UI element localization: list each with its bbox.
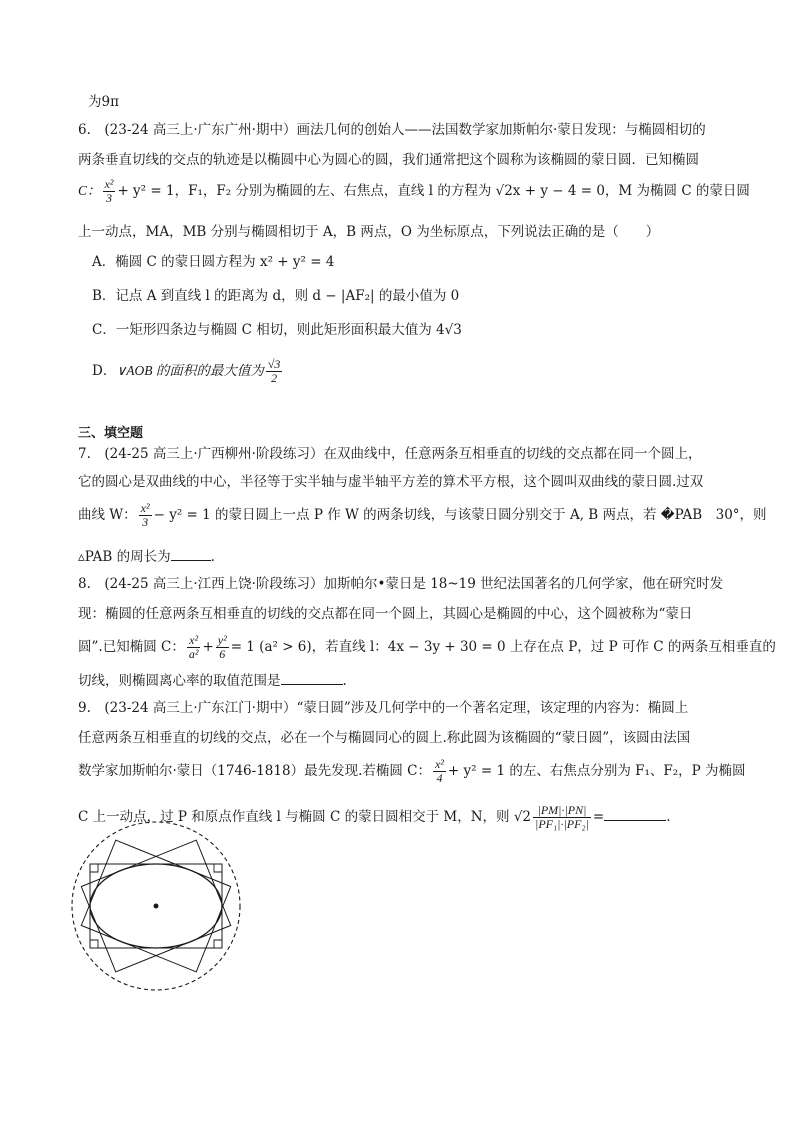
- q6-fraction: [103, 178, 116, 205]
- q6-frac-num: x²: [104, 177, 114, 191]
- q9-line-3-rest: + y² = 1 的左、右焦点分别为 F₁、F₂，P 为椭圆: [447, 763, 746, 779]
- q7-line-3-rest: − y² = 1 的蒙日圆上一点 P 作 W 的两条切线，与该蒙日圆分别交于 A, B 两点，若 �PAB 30°，则: [153, 507, 767, 523]
- q9-line-1: 9. (23-24 高三上·广东江门·期中）“蒙日圆”涉及几何学中的一个著名定理，该定理的内容为：椭圆上: [78, 700, 689, 716]
- center-point: [154, 904, 159, 909]
- q8-line-3-rest: = 1 (a² > 6)，若直线 l：4x − 3y + 30 = 0 上存在点 P，过 P 可作 C 的两条互相垂直的: [230, 639, 776, 655]
- q8-line-4-text: 切线，则椭圆离心率的取值范围是: [78, 673, 281, 689]
- q8-fraction-2: [216, 634, 229, 661]
- q7-frac-den: 3: [142, 515, 149, 529]
- q9-line-3-start: 数学家加斯帕尔·蒙日（1746-1818）最先发现.若椭圆 C：: [78, 763, 431, 779]
- q8-line-4-end: .: [342, 673, 347, 689]
- q9-ratio-den: |PF₁|·|PF₂|: [535, 817, 589, 831]
- q6-option-d-text: ∨AOB 的面积的最大值为: [116, 363, 264, 378]
- q6-line-2: 两条垂直切线的交点的轨迹是以椭圆中心为圆心的圆，我们通常把这个圆称为该椭圆的蒙日圆．已知椭圆: [78, 152, 699, 168]
- q6-option-d-fraction: [266, 358, 283, 385]
- q6-line-1: 6. (23-24 高三上·广东广州·期中）画法几何的创始人——法国数学家加斯帕尔·蒙日发现：与椭圆相切的: [78, 122, 706, 138]
- q6-line-3: [78, 178, 750, 205]
- q6-line-3-rest: + y² = 1，F₁，F₂ 分别为椭圆的左、右焦点，直线 l 的方程为 √2x + y − 4 = 0，M 为椭圆 C 的蒙日圆: [117, 183, 750, 199]
- q9-frac-den: 4: [436, 771, 443, 785]
- section-heading: 三、填空题: [78, 426, 144, 441]
- q7-line-3-start: 曲线 W：: [78, 507, 137, 523]
- q6-option-d: [92, 358, 284, 385]
- q7-line-2: 它的圆心是双曲线的中心，半径等于实半轴与虚半轴平方差的算术平方根，这个圆叫双曲线的蒙日圆.过双: [78, 474, 704, 490]
- q9-fraction: [433, 758, 446, 785]
- q8-line-3-start: 圆”.已知椭圆 C：: [78, 639, 185, 655]
- q7-answer-blank[interactable]: [171, 546, 211, 561]
- monge-circle-diagram: [68, 818, 244, 994]
- q8-line-4: [78, 670, 347, 691]
- q8-frac2-num: y²: [217, 633, 227, 647]
- q8-frac1-den: a²: [188, 647, 199, 661]
- q6-option-b: B．记点 A 到直线 l 的距离为 d，则 d − |AF₂| 的最小值为 0: [92, 288, 460, 304]
- q9-answer-blank[interactable]: [604, 806, 666, 821]
- q9-line-4-end: .: [666, 809, 671, 825]
- q7-line-4-text: ▵PAB 的周长为: [78, 549, 171, 565]
- q8-fraction-1: [187, 634, 201, 661]
- q6-ellipse-label: C：: [78, 183, 101, 198]
- q7-line-1: 7. (24-25 高三上·广西柳州·阶段练习）在双曲线中，任意两条互相垂直的切线的交点都在同一个圆上，: [78, 446, 702, 462]
- q9-line-2: 任意两条互相垂直的切线的交点，必在一个与椭圆同心的圆上.称此圆为该椭圆的“蒙日圆”，该圆由法国: [78, 730, 691, 746]
- q6-option-d-den: 2: [271, 371, 278, 385]
- q9-frac-num: x²: [434, 757, 444, 771]
- q9-line-4-eq: =: [592, 809, 605, 825]
- q6-option-c: C．一矩形四条边与椭圆 C 相切，则此矩形面积最大值为 4√3: [92, 322, 462, 338]
- q6-option-a: A．椭圆 C 的蒙日圆方程为 x² + y² = 4: [92, 254, 335, 270]
- q7-frac-num: x²: [140, 501, 150, 515]
- q8-answer-blank[interactable]: [281, 670, 343, 685]
- q8-line-3: 圆”.已知椭圆 C： $\frac{\text{x²}}{\text{a²}}$ + $\frac{\text{y²}}{6}$ = 1 (a² > 6)，若直线 l：4x − 3y + 30 = 0 上存在点 P，过 P 可作 C 的两条互相垂直的: [78, 633, 776, 661]
- q7-line-4: [78, 546, 215, 567]
- q9-line-4-text: C 上一动点，过 P 和原点作直线 l 与椭圆 C 的蒙日圆相交于 M，N，则 √2: [78, 809, 532, 825]
- top-fragment: 为9π: [88, 94, 119, 110]
- q9-ratio-fraction: [533, 804, 591, 831]
- q8-line-2: 现：椭圆的任意两条互相垂直的切线的交点都在同一个圆上，其圆心是椭圆的中心，这个圆被称为“蒙日: [78, 606, 693, 622]
- q7-fraction: [139, 502, 152, 529]
- q8-line-1: 8. (24-25 高三上·江西上饶·阶段练习）加斯帕尔•蒙日是 18~19 世纪法国著名的几何学家，他在研究时发: [78, 576, 724, 592]
- q9-ratio-num: |PM|·|PN|: [533, 804, 591, 818]
- q8-frac1-num: x²: [187, 634, 201, 648]
- q9-line-3: [78, 758, 746, 785]
- q6-option-d-label: D．: [92, 363, 117, 379]
- q6-option-d-num: √3: [267, 357, 281, 371]
- q6-line-4: 上一动点，MA，MB 分别与椭圆相切于 A，B 两点，O 为坐标原点，下列说法正确的是（ ）: [78, 224, 660, 240]
- q7-line-4-end: .: [210, 549, 215, 565]
- q8-frac2-den: 6: [219, 647, 226, 661]
- q6-frac-den: 3: [105, 191, 112, 205]
- q7-line-3: [78, 502, 767, 529]
